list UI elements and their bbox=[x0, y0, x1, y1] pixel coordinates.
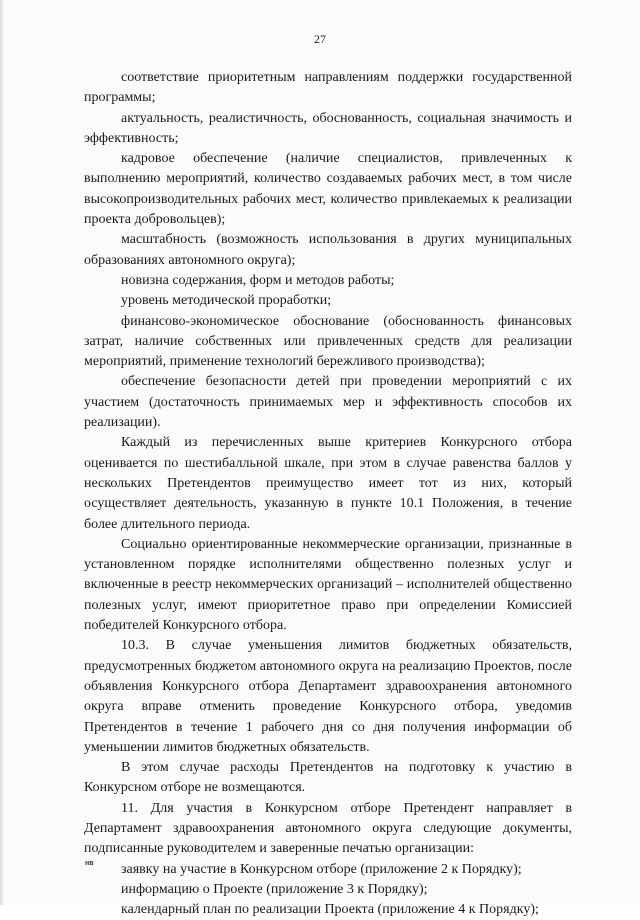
page-number: 27 bbox=[314, 32, 326, 46]
criterion-financial-justification: финансово-экономическое обоснование (обоснованность финансовых затрат, наличие собственных или привлеченных средств для реализации мероприятий, применение технологий бережливого производства); bbox=[84, 313, 572, 370]
document-item-calendar-plan: календарный план по реализации Проекта (приложение 4 к Порядку); bbox=[121, 902, 539, 918]
criterion-relevance: актуальность, реалистичность, обоснованность, социальная значимость и эффективность; bbox=[84, 110, 572, 146]
criterion-novelty: новизна содержания, форм и методов работы; bbox=[121, 272, 395, 288]
paragraph-priority-right: Социально ориентированные некоммерческие организации, признанные в установленном порядке исполнителями общественно полезных услуг и включенные в реестр некоммерческих организаций – исполнителей общественно полезных услуг, имеют приоритетное право при определении Комиссией победителей Конкурсного отбора. bbox=[84, 536, 572, 634]
document-body bbox=[84, 68, 572, 920]
paragraph-clause-10-3: 10.3. В случае уменьшения лимитов бюджетных обязательств, предусмотренных бюджетом автономного округа на реализацию Проектов, после объявления Конкурсного отбора Департамент здравоохранения автономного округа вправе отменить проведение Конкурсного отбора, уведомив Претендентов в течение 1 рабочего дня со дня получения информации об уменьшении лимитов бюджетных обязательств. bbox=[84, 638, 572, 755]
criterion-priority-alignment: соответствие приоритетным направлениям поддержки государственной программы; bbox=[84, 70, 572, 106]
scan-edge-shadow bbox=[0, 0, 4, 905]
criterion-staffing: кадровое обеспечение (наличие специалистов, привлеченных к выполнению мероприятий, количество создаваемых рабочих мест, в том числе высокопроизводительных рабочих мест, количество привлекаемых к реализации проекта добровольцев); bbox=[84, 151, 572, 228]
paragraph-clause-11: 11. Для участия в Конкурсном отборе Претендент направляет в Департамент здравоохранения автономного округа следующие документы, подписанные руководителем и заверенные печатью организации: bbox=[84, 800, 572, 857]
document-item-application: заявку на участие в Конкурсном отборе (приложение 2 к Порядку); bbox=[121, 861, 522, 877]
paragraph-scoring-scale: Каждый из перечисленных выше критериев Конкурсного отбора оценивается по шестибалльной шкале, при этом в случае равенства баллов у нескольких Претендентов преимущество имеет тот из них, который осуществляет деятельность, указанную в пункте 10.1 Положения, в течение более длительного периода. bbox=[84, 435, 572, 532]
criterion-child-safety: обеспечение безопасности детей при проведении мероприятий с их участием (достаточность принимаемых мер и эффективность способов их реализации). bbox=[84, 374, 572, 431]
footer-initials-mark: нв bbox=[85, 860, 94, 867]
criterion-scalability: масштабность (возможность использования в других муниципальных образованиях автономного округа); bbox=[84, 232, 572, 268]
document-item-project-info: информацию о Проекте (приложение 3 к Порядку); bbox=[121, 881, 428, 897]
criterion-methodology: уровень методической проработки; bbox=[121, 293, 332, 309]
paragraph-expenses-not-reimbursed: В этом случае расходы Претендентов на подготовку к участию в Конкурсном отборе не возмещаются. bbox=[84, 760, 572, 796]
